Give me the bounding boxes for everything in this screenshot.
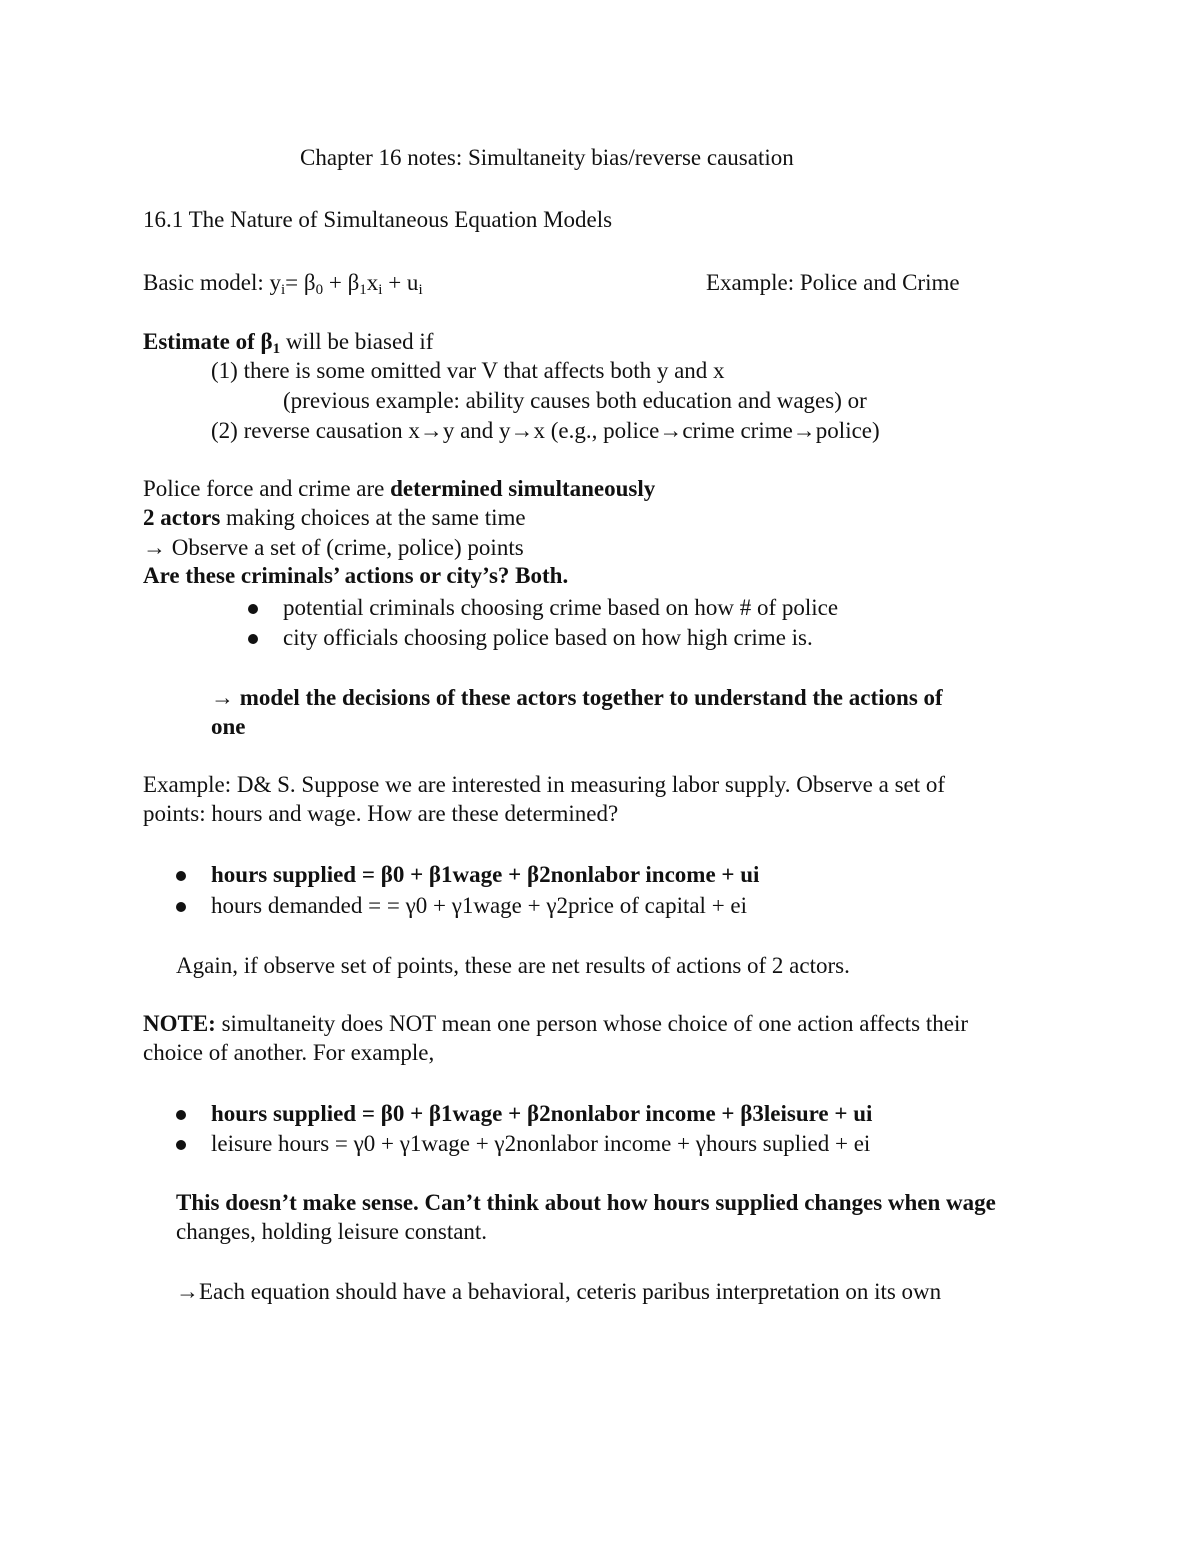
bullet-icon xyxy=(248,604,258,614)
sense-line-2: changes, holding leisure constant. xyxy=(176,1219,488,1244)
basic-model-label: Basic model: xyxy=(143,270,270,295)
note-line-1 xyxy=(143,1010,968,1038)
condition-2: (2) reverse causation x→y and y→x (e.g., police→crime crime→police) xyxy=(211,418,880,443)
example-ds-line-1: Example: D& S. Suppose we are interested in measuring labor supply. Observe a set of xyxy=(143,772,946,797)
bullet-icon xyxy=(176,902,186,912)
note-rest: simultaneity does NOT mean one person whose choice of one action affects their xyxy=(215,1011,969,1036)
actors-bold: 2 actors xyxy=(143,505,221,530)
simultaneous-line-4: Are these criminals’ actions or city’s? Both. xyxy=(143,563,569,588)
sub-1: 1 xyxy=(359,282,367,298)
example-label: Example: Police and Crime xyxy=(706,270,960,295)
sub-i: i xyxy=(280,282,286,298)
list-item: potential criminals choosing crime based on how # of police xyxy=(283,595,839,620)
actors-plain: making choices at the same time xyxy=(220,505,526,530)
estimate-bold: Estimate of β xyxy=(143,329,273,354)
eq-beta1: + β xyxy=(323,270,360,295)
section-heading: 16.1 The Nature of Simultaneous Equation Models xyxy=(143,207,613,232)
bullet-icon xyxy=(248,634,258,644)
list-item: city officials choosing police based on how high crime is. xyxy=(283,625,813,650)
list-item: hours supplied = β0 + β1wage + β2nonlabor income + ui xyxy=(211,862,760,887)
condition-1-example: (previous example: ability causes both education and wages) or xyxy=(283,388,867,413)
bullet-icon xyxy=(176,1110,186,1120)
note-bold: NOTE: xyxy=(143,1011,216,1036)
list-item: hours demanded = = γ0 + γ1wage + γ2price of capital + ei xyxy=(211,893,748,918)
condition-1: (1) there is some omitted var V that affects both y and x xyxy=(211,358,725,383)
example-ds-line-2: points: hours and wage. How are these determined? xyxy=(143,801,619,826)
note-line-2: choice of another. For example, xyxy=(143,1040,435,1065)
sub-i: i xyxy=(418,282,423,298)
estimate-rest: will be biased if xyxy=(280,329,434,354)
eq-u: + u xyxy=(382,270,419,295)
again-line: Again, if observe set of points, these are net results of actions of 2 actors. xyxy=(176,953,850,978)
eq-x: x xyxy=(366,270,379,295)
simultaneous-plain: Police force and crime are xyxy=(143,476,391,501)
sub-i: i xyxy=(378,282,383,298)
simultaneous-line-2 xyxy=(143,504,526,532)
simultaneous-bold: determined simultaneously xyxy=(390,476,656,501)
simultaneous-line-1 xyxy=(143,475,655,503)
bullet-icon xyxy=(176,1140,186,1150)
sub-0: 0 xyxy=(315,282,324,298)
list-item: hours supplied = β0 + β1wage + β2nonlabor income + β3leisure + ui xyxy=(211,1101,873,1126)
bullet-icon xyxy=(176,871,186,881)
page-title: Chapter 16 notes: Simultaneity bias/reverse causation xyxy=(300,145,794,170)
sense-line-1: This doesn’t make sense. Can’t think about how hours supplied changes when wage xyxy=(176,1190,996,1215)
simultaneous-line-3: → Observe a set of (crime, police) points xyxy=(143,535,524,560)
eq-y: y xyxy=(269,270,281,295)
final-line: →Each equation should have a behavioral, ceteris paribus interpretation on its own xyxy=(176,1279,942,1304)
list-item: leisure hours = γ0 + γ1wage + γ2nonlabor income + γhours suplied + ei xyxy=(211,1131,871,1156)
eq-beta0: = β xyxy=(285,270,316,295)
sub-1: 1 xyxy=(272,341,281,357)
estimate-heading xyxy=(143,328,433,356)
model-line-2: one xyxy=(211,714,246,739)
model-line-1: → model the decisions of these actors together to understand the actions of xyxy=(211,685,943,710)
basic-model-line xyxy=(143,269,423,297)
